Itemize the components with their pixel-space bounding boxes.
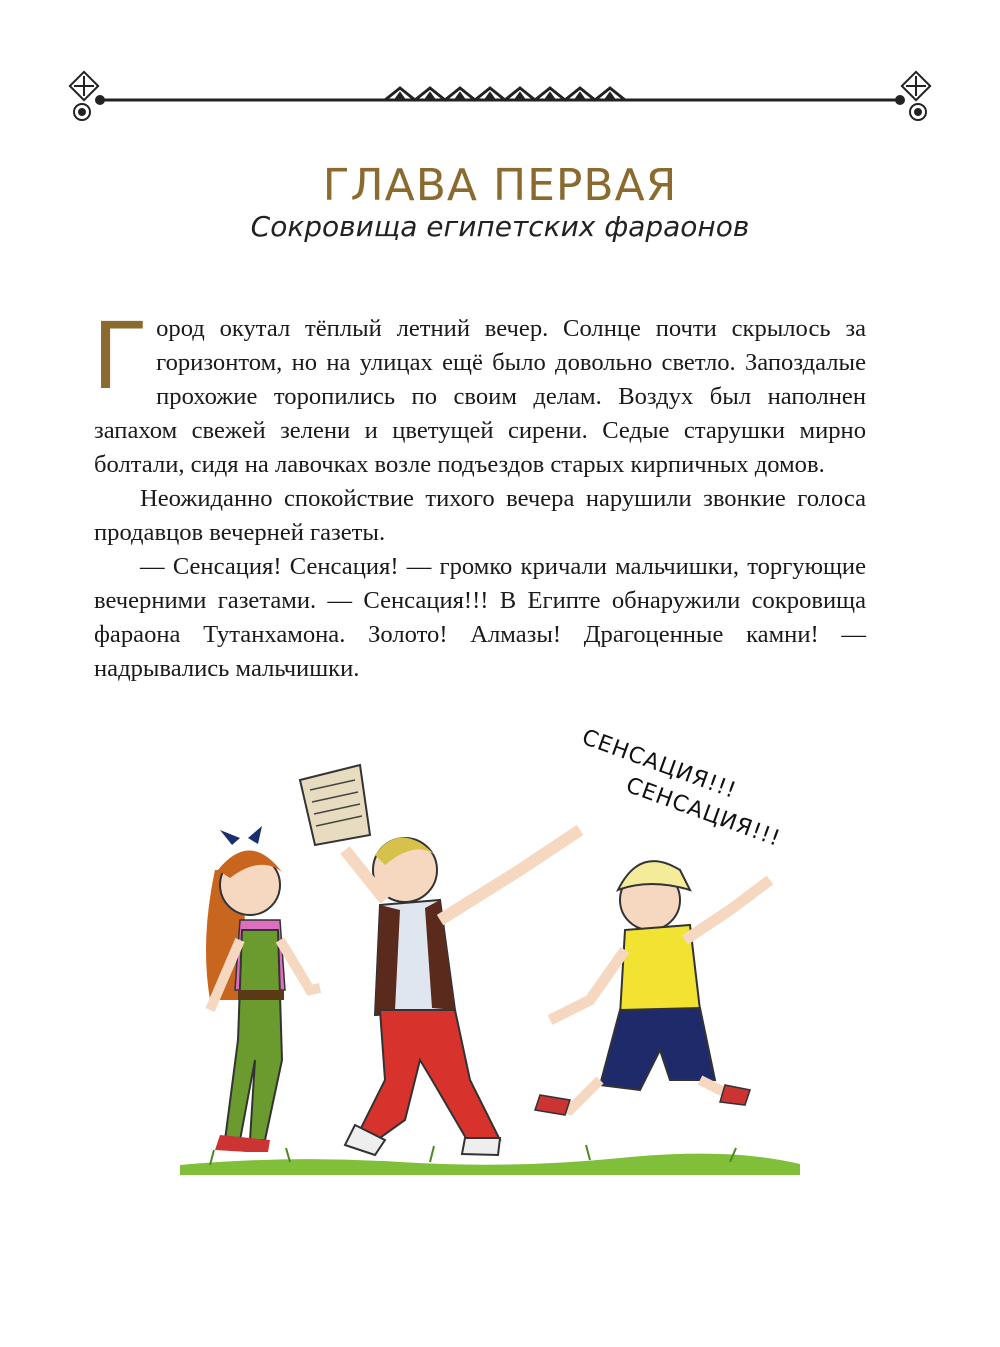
paragraph-1-text: ород окутал тёплый летний вечер. Солнце почти скрылось за горизонтом, но на улицах ещё было довольно светло. Запоздалые прохожие торопились по своим делам. Воздух был наполнен запахом свежей зелени и цветущей сирени. Седые старушки мирно болтали, сидя на лавочках возле подъездов старых кирпичных домов. (94, 315, 866, 478)
header-ornament (60, 60, 940, 140)
girl-figure (206, 826, 320, 1152)
sensation-shout-1: СЕНСАЦИЯ!!! (578, 724, 740, 805)
chapter-title: ГЛАВА ПЕРВАЯ (322, 160, 678, 211)
sensation-shout-2: СЕНСАЦИЯ!!! (622, 772, 784, 853)
paragraph-2: Неожиданно спокойствие тихого вечера нарушили звонкие голоса продавцов вечерней газеты. (94, 485, 866, 546)
center-zigzag-ornament (385, 88, 625, 100)
body-text (92, 303, 866, 686)
chapter-subtitle: Сокровища египетских фараонов (250, 210, 750, 243)
paragraph-3: — Сенсация! Сенсация! — громко кричали мальчишки, торгующие вечерними газетами. — Сенсация!!! В Египте обнаружили сокровища фараона Тутанхамона. Золото! Алмазы! Драгоценные камни! — надрывались мальчишки. (94, 553, 866, 682)
boy-with-newspaper-figure (300, 765, 580, 1155)
drop-cap: Г (92, 303, 149, 410)
paragraph-1 (92, 303, 866, 482)
boy-with-hat-figure (535, 861, 770, 1115)
left-lattice-icon (70, 72, 104, 120)
right-lattice-icon (896, 72, 930, 120)
